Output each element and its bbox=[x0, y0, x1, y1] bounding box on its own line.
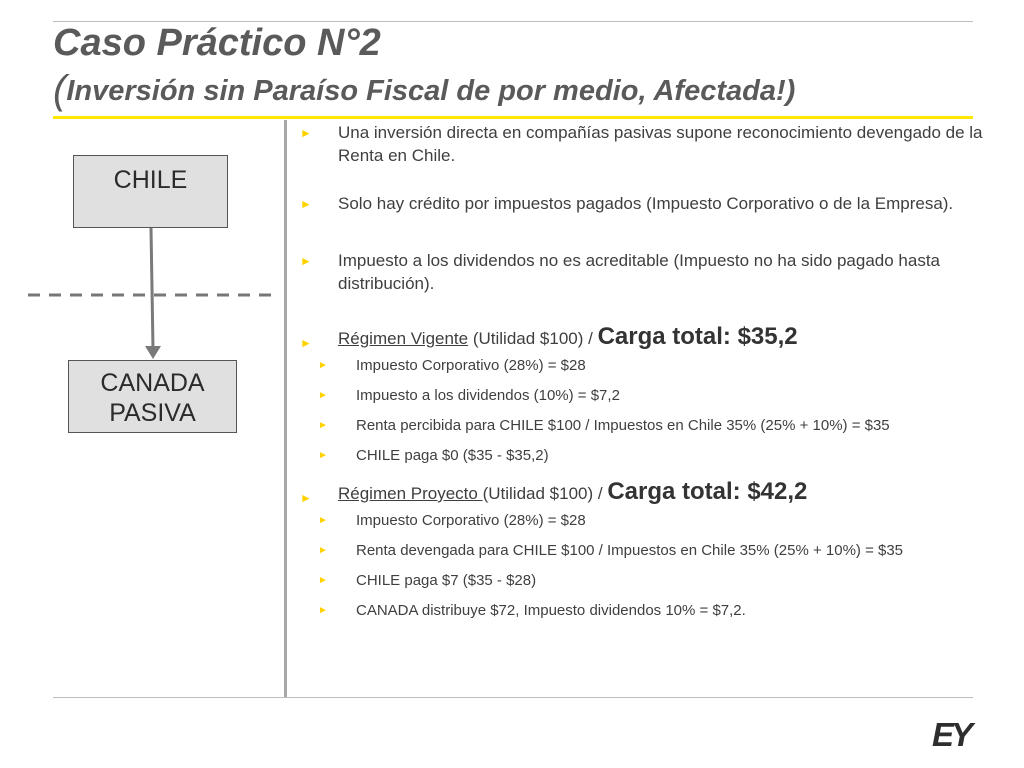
sub-bullet-arrow-icon: ► bbox=[318, 605, 328, 616]
sub-bullet-text: CHILE paga $0 ($35 - $35,2) bbox=[356, 447, 549, 464]
ownership-arrow-head bbox=[145, 346, 161, 359]
bullet-arrow-icon: ► bbox=[300, 126, 312, 140]
regimen-proyecto-heading bbox=[300, 480, 1000, 505]
sub-bullet-item bbox=[300, 571, 1000, 591]
sub-bullet-text: Impuesto a los dividendos (10%) = $7,2 bbox=[356, 387, 620, 404]
regimen-vigente-detail: (Utilidad $100) / bbox=[468, 329, 598, 348]
bullet-arrow-icon: ► bbox=[300, 491, 312, 505]
chile-box bbox=[73, 155, 228, 228]
sub-bullet-item bbox=[300, 386, 1000, 406]
bullet-text: Impuesto a los dividendos no es acreditable (Impuesto no ha sido pagado hasta distribución). bbox=[338, 251, 941, 293]
sub-bullet-arrow-icon: ► bbox=[318, 420, 328, 431]
bottom-rule bbox=[53, 697, 973, 698]
canada-box-line-1: CANADA bbox=[100, 369, 205, 397]
bullet-text: Una inversión directa en compañías pasivas supone reconocimiento devengado de la Renta en Chile. bbox=[338, 123, 983, 165]
sub-bullet-arrow-icon: ► bbox=[318, 545, 328, 556]
bullet-arrow-icon: ► bbox=[300, 197, 312, 211]
bullet-item bbox=[300, 192, 1000, 215]
sub-bullet-item bbox=[300, 601, 1000, 621]
ey-logo: EY bbox=[932, 716, 971, 753]
sub-bullet-arrow-icon: ► bbox=[318, 390, 328, 401]
sub-bullet-text: Impuesto Corporativo (28%) = $28 bbox=[356, 357, 586, 374]
ownership-arrow-line bbox=[151, 228, 153, 349]
bullet-arrow-icon: ► bbox=[300, 336, 312, 350]
sub-bullet-item bbox=[300, 446, 1000, 466]
bullet-item bbox=[300, 249, 1000, 295]
title-paren: ( bbox=[53, 68, 67, 112]
regimen-vigente-heading bbox=[300, 325, 1000, 350]
sub-bullet-item bbox=[300, 541, 1000, 561]
sub-bullet-item bbox=[300, 511, 1000, 531]
sub-bullet-text: CANADA distribuye $72, Impuesto dividendos 10% = $7,2. bbox=[356, 602, 746, 619]
canada-box-line-2: PASIVA bbox=[109, 399, 196, 427]
regimen-proyecto-carga: Carga total: $42,2 bbox=[607, 478, 808, 505]
sub-bullet-text: Impuesto Corporativo (28%) = $28 bbox=[356, 512, 586, 529]
sub-bullet-text: CHILE paga $7 ($35 - $28) bbox=[356, 572, 537, 589]
sub-bullet-text: Renta devengada para CHILE $100 / Impuestos en Chile 35% (25% + 10%) = $35 bbox=[356, 542, 904, 559]
bullet-content bbox=[300, 121, 1000, 621]
sub-bullet-arrow-icon: ► bbox=[318, 450, 328, 461]
sub-bullet-item bbox=[300, 356, 1000, 376]
canada-pasiva-box bbox=[68, 360, 237, 433]
bullet-arrow-icon: ► bbox=[300, 254, 312, 268]
bullet-text: Solo hay crédito por impuestos pagados (Impuesto Corporativo o de la Empresa). bbox=[338, 194, 954, 213]
regimen-vigente-carga: Carga total: $35,2 bbox=[597, 323, 798, 350]
regimen-proyecto-detail: (Utilidad $100) / bbox=[482, 484, 608, 503]
sub-bullet-text: Renta percibida para CHILE $100 / Impuestos en Chile 35% (25% + 10%) = $35 bbox=[356, 417, 890, 434]
sub-bullet-arrow-icon: ► bbox=[318, 575, 328, 586]
chile-box-label: CHILE bbox=[113, 166, 188, 194]
regimen-proyecto-label: Régimen Proyecto bbox=[338, 484, 483, 503]
sub-bullet-item bbox=[300, 416, 1000, 436]
title-line-1: Caso Práctico N°2 bbox=[53, 22, 381, 64]
sub-bullet-arrow-icon: ► bbox=[318, 360, 328, 371]
title-line-2-text: Inversión sin Paraíso Fiscal de por medio, Afectada!) bbox=[66, 75, 796, 107]
bullet-item bbox=[300, 121, 1000, 167]
regimen-vigente-label: Régimen Vigente bbox=[338, 329, 469, 348]
sub-bullet-arrow-icon: ► bbox=[318, 515, 328, 526]
